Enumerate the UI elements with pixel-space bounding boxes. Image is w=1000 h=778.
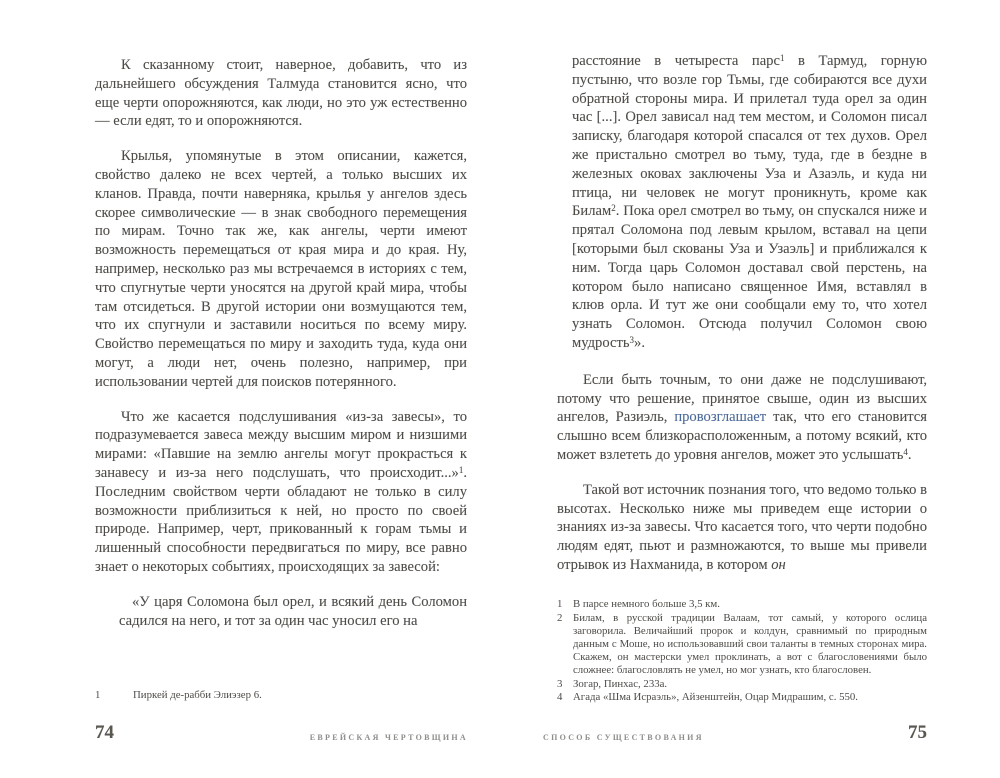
running-title: СПОСОБ СУЩЕСТВОВАНИЯ xyxy=(543,733,704,742)
footnote-ref: 3 xyxy=(629,334,635,345)
paragraph xyxy=(557,371,927,465)
quote-text: расстояние в четыреста парс xyxy=(572,53,780,69)
paragraph xyxy=(95,408,467,577)
quote-text: в Тармуд, горную пустыню, что возле гор Тьмы, где собираются все духи обратной стороны мира. И прилетал туда орел за один час [...]. Орел зависал над тем местом, и Соломон писал записку, благодаря которой спасался от тех духов. Орел же пристально смотрел во тьму, туда, где в бездне в железных оковах заключены Уза и Азаэль, и куда ни птица, ни человек не могут проникнуть, кроме как Билам xyxy=(572,53,927,220)
footnote-text: Зогар, Пинхас, 233а. xyxy=(573,677,668,690)
quote-text: ». xyxy=(634,334,645,351)
quote-text: . Пока орел смотрел во тьму, он спускался ниже и прятал Соломона под левым крылом, вставал на цепи [которыми был скованы Уза и Узаэль] и приближался к ним. Тогда царь Соломон доставал свой перстень, на котором было написано священное Имя, вставлял в клюв орла. И тут же они сообщали ему то, что хотел узнать Соломон. Отсюда получил Соломон свою мудрость xyxy=(572,203,927,351)
footnote xyxy=(557,612,927,678)
paragraph: Крылья, упомянутые в этом описании, кажется, свойство далеко не всех чертей, а только высших их кланов. Правда, почти наверняка, крылья у ангелов здесь скорее символические — в знак свободного перемещения по мирам. Точно так же, как ангелы, черти имеют возможность перемещаться от края мира и до края. Ну, например, несколько раз мы встречаемся в историях с тем, что спугнутые черти уносятся на другой край мира, чтобы там отсидеться. В другой истории они возмущаются тем, что их спугнули и заставили носиться по всему миру. Свойство перемещаться по миру и заходить туда, куда они могут, а люди нет, очень полезно, например, при использовании чертей для поисков потерянного. xyxy=(95,148,467,390)
footnotes-block xyxy=(557,588,927,704)
footnote-ref: 2 xyxy=(611,203,616,214)
footnote-text: Агада «Шма Исраэль», Айзенштейн, Оцар Мидрашим, с. 550. xyxy=(573,690,858,703)
footnote-number: 1 xyxy=(557,598,563,611)
block-quote: «У царя Соломона был орел, и всякий день Соломон садился на него, и тот за один час уносил его на xyxy=(119,593,467,629)
footnote-ref: 1 xyxy=(779,53,785,63)
paragraph xyxy=(557,481,927,575)
paragraph: К сказанному стоит, наверное, добавить, что из дальнейшего обсуждения Талмуда становится ясно, что еще черти опорожняются, как люди, но это уж естественно — если едят, то и опорожняются. xyxy=(95,57,467,130)
page-75-text-column xyxy=(557,52,927,704)
footnote-ref: 1 xyxy=(458,464,464,475)
paragraph-text: . xyxy=(907,446,912,463)
paragraph-text: Такой вот источник познания того, что ведомо только в высотах. Несколько ниже мы приведем еще истории о знаниях из-за завесы. Что касается того, что черти подобно людям едят, пьют и размножаются, то выше мы привели отрывок из Нахманида, в котором xyxy=(557,481,927,573)
paragraph-text: так, что его становится слышно всем близкорасположенным, а потому всякий, кто может взлететь до уровня ангелов, может это услышать xyxy=(557,409,927,463)
page-74-text-column xyxy=(95,56,467,702)
footnote-ref: 4 xyxy=(903,446,908,457)
running-title: ЕВРЕЙСКАЯ ЧЕРТОВЩИНА xyxy=(309,733,468,742)
footnote-number: 4 xyxy=(557,690,563,703)
highlighted-word: провозглашает xyxy=(674,409,767,426)
footnote xyxy=(557,691,927,704)
footnote-text: Билам, в русской традиции Валаам, тот самый, у которого ослица заговорила. Величайший пророк и колдун, сравнимый по природным данным с Моше, но использовавший свои таланты в темных сторонах мира. Скажем, он мастерски умел проклинать, а вот с благословениями было сложнее: благословлять не умел, но мог узнать, кто благословен. xyxy=(573,611,927,677)
paragraph-text: . Последним свойством черти обладают не только в силу возможности приблизиться к ней, но просто по своей природе. Например, черт, прикованный к горам тьмы и лишенный способности передвигаться по миру, все равно знает о некоторых событиях, происходящих за завесой: xyxy=(95,464,467,575)
footnote-number: 2 xyxy=(557,611,563,624)
block-quote-continuation xyxy=(572,52,927,353)
footnote-number: 1 xyxy=(95,688,101,701)
footnote xyxy=(557,678,927,691)
paragraph-text: Если быть точным, то они даже не подслушивают, потому что решение, принятое свыше, один из высших ангелов, Разиэль, xyxy=(557,371,927,426)
footnote xyxy=(95,689,467,702)
footnote-text: Пиркей де-рабби Элиэзер 6. xyxy=(133,688,262,701)
footnotes-block xyxy=(95,679,467,702)
footnote xyxy=(557,598,927,611)
footnote-text: В парсе немного больше 3,5 км. xyxy=(573,598,720,611)
page-number: 74 xyxy=(95,722,114,743)
paragraph-text: Что же касается подслушивания «из-за завесы», то подразумевается завеса между высшим миром и низшими мирами: «Павшие на землю ангелы могут прокрасться к занавесу и из-за него подслушать, что происходит...» xyxy=(95,408,467,481)
footnote-number: 3 xyxy=(557,677,563,690)
italic-word: он xyxy=(771,556,786,573)
page-number: 75 xyxy=(908,722,927,743)
